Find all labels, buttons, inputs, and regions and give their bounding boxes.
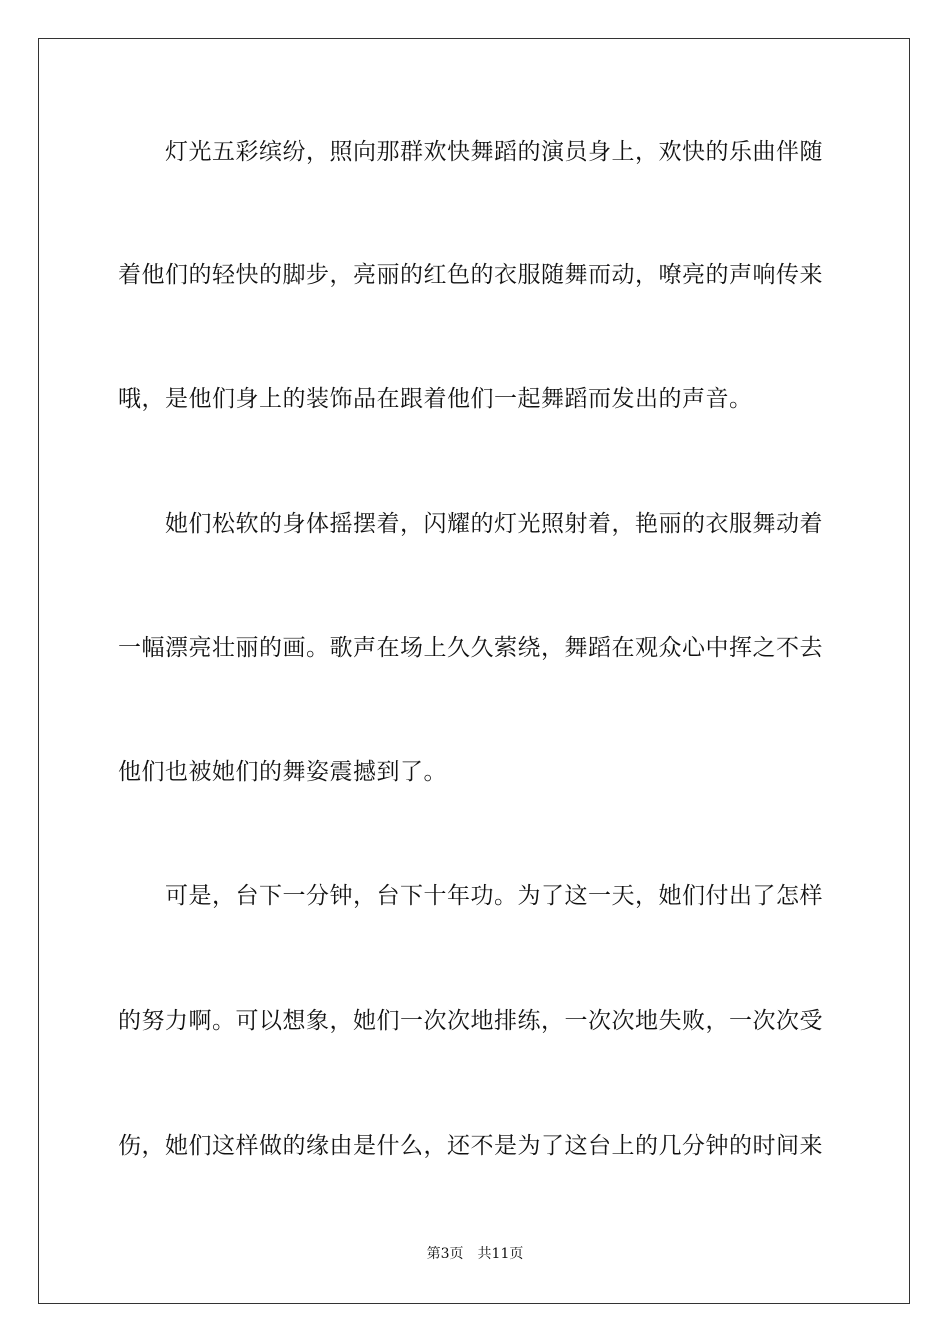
- page-number: 第3页: [426, 1246, 464, 1262]
- paragraph-line: 可是，台下一分钟，台下十年功。为了这一天，她们付出了怎样: [118, 883, 823, 909]
- paragraph-line: 的努力啊。可以想象，她们一次次地排练，一次次地失败，一次次受: [118, 1008, 823, 1034]
- paragraph-line: 一幅漂亮壮丽的画。歌声在场上久久萦绕，舞蹈在观众心中挥之不去: [118, 635, 823, 661]
- paragraph-line: 灯光五彩缤纷，照向那群欢快舞蹈的演员身上，欢快的乐曲伴随: [118, 139, 823, 165]
- total-pages: 共11页: [477, 1246, 524, 1262]
- paragraph-line: 哦，是他们身上的装饰品在跟着他们一起舞蹈而发出的声音。: [118, 386, 753, 412]
- paragraph-line: 伤，她们这样做的缘由是什么，还不是为了这台上的几分钟的时间来: [118, 1133, 823, 1159]
- page-footer: [0, 1245, 950, 1263]
- paragraph-line: 他们也被她们的舞姿震撼到了。: [118, 759, 447, 785]
- paragraph-line: 她们松软的身体摇摆着，闪耀的灯光照射着，艳丽的衣服舞动着: [118, 511, 823, 537]
- page-border: [38, 38, 910, 1304]
- paragraph-line: 着他们的轻快的脚步，亮丽的红色的衣服随舞而动，嘹亮的声响传来: [118, 262, 823, 288]
